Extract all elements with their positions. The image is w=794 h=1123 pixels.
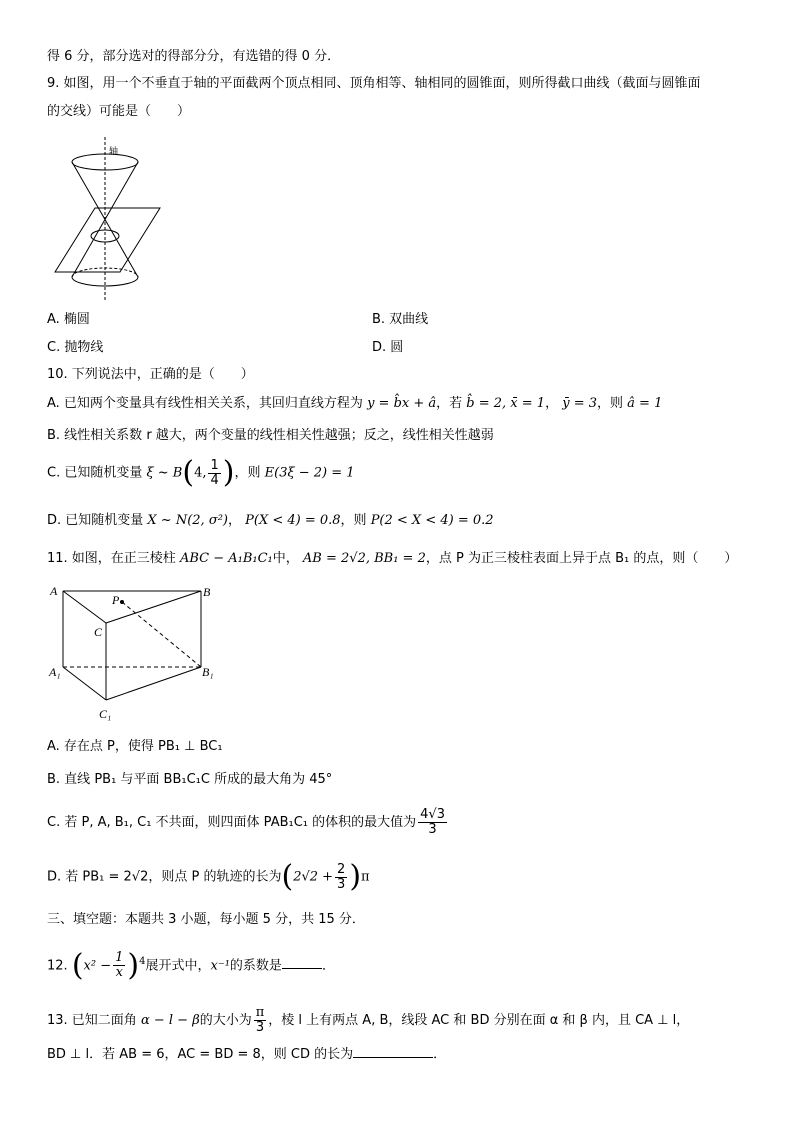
q11-label-a: A — [50, 584, 58, 598]
section3-heading: 三、填空题：本题共 3 小题，每小题 5 分，共 15 分． — [47, 912, 365, 927]
q11-option-c: C. 若 P, A, B₁, C₁ 不共面，则四面体 PAB₁C₁ 的体积的最大值为 $\frac{4√3}{3}$ — [47, 807, 445, 837]
q13-line2: BD ⊥ l．若 AB = 6，AC = BD = 8，则 CD 的长为 ． — [47, 1047, 447, 1062]
q11-label-c: C — [94, 625, 103, 639]
q10-option-b: B. 线性相关系数 r 越大，两个变量的线性相关性越强；反之，线性相关性越弱 — [47, 428, 494, 443]
q11-label-c1: C₁ — [99, 707, 112, 721]
q9-option-a: A. 椭圆 — [47, 312, 90, 327]
q11-label-b: B — [203, 585, 211, 599]
q11-option-b: B. 直线 PB₁ 与平面 BB₁C₁C 所成的最大角为 45° — [47, 772, 333, 787]
q11-label-p: P — [112, 593, 120, 607]
q10-option-c: C. 已知随机变量 ξ ~ B(4, $\frac{1}{4}$ )，则 E(3ξ − 2) = 1 — [47, 455, 355, 490]
q9-option-b: B. 双曲线 — [372, 312, 429, 327]
q11-prism-figure — [46, 580, 226, 725]
q11-stem: 11. 如图，在正三棱柱 ABC − A₁B₁C₁中， AB = 2√2, BB₁ = 2，点 P 为正三棱柱表面上异于点 B₁ 的点，则（ ） — [47, 551, 738, 566]
q9-cone-figure — [50, 132, 180, 302]
q11-label-b1: B₁ — [202, 665, 214, 679]
q9-stem-line2: 的交线）可能是（ ） — [47, 104, 191, 119]
q13-line1: 13. 已知二面角 α − l − β的大小为 $\frac{\pi}{3}$ ，棱 l 上有两点 A, B，线段 AC 和 BD 分别在面 α 和 β 内，且 CA ⊥ l， — [47, 1005, 690, 1035]
intro-text: 得 6 分，部分选对的得部分分，有选错的得 0 分． — [47, 49, 341, 64]
q10-option-a: A. 已知两个变量具有线性相关关系，其回归直线方程为 y = b̂x + â，若 b̂ = 2, x̄ = 1， ȳ = 3，则 â = 1 — [47, 396, 663, 411]
q9-axis-label: 轴 — [109, 146, 119, 156]
q9-stem-line1: 9. 如图，用一个不垂直于轴的平面截两个顶点相同、顶角相等、轴相同的圆锥面，则所得截口曲线（截面与圆锥面 — [47, 76, 701, 91]
q9-option-d: D. 圆 — [372, 340, 404, 355]
q11-label-a1: A₁ — [49, 665, 61, 679]
q10-option-d: D. 已知随机变量 X ~ N(2, σ²)， P(X < 4) = 0.8，则 P(2 < X < 4) = 0.2 — [47, 513, 494, 528]
q10-stem: 10. 下列说法中，正确的是（ ） — [47, 367, 254, 382]
q11-option-a: A. 存在点 P，使得 PB₁ ⊥ BC₁ — [47, 739, 223, 754]
q9-option-c: C. 抛物线 — [47, 340, 104, 355]
q11-option-d: D. 若 PB₁ = 2√2，则点 P 的轨迹的长为(2√2 + $\frac{2}{3}$ )π — [47, 859, 370, 894]
q12-stem: 12. (x² − $\frac{1}{x}$ )$^4$展开式中，x⁻¹的系数是 ． — [47, 947, 335, 983]
